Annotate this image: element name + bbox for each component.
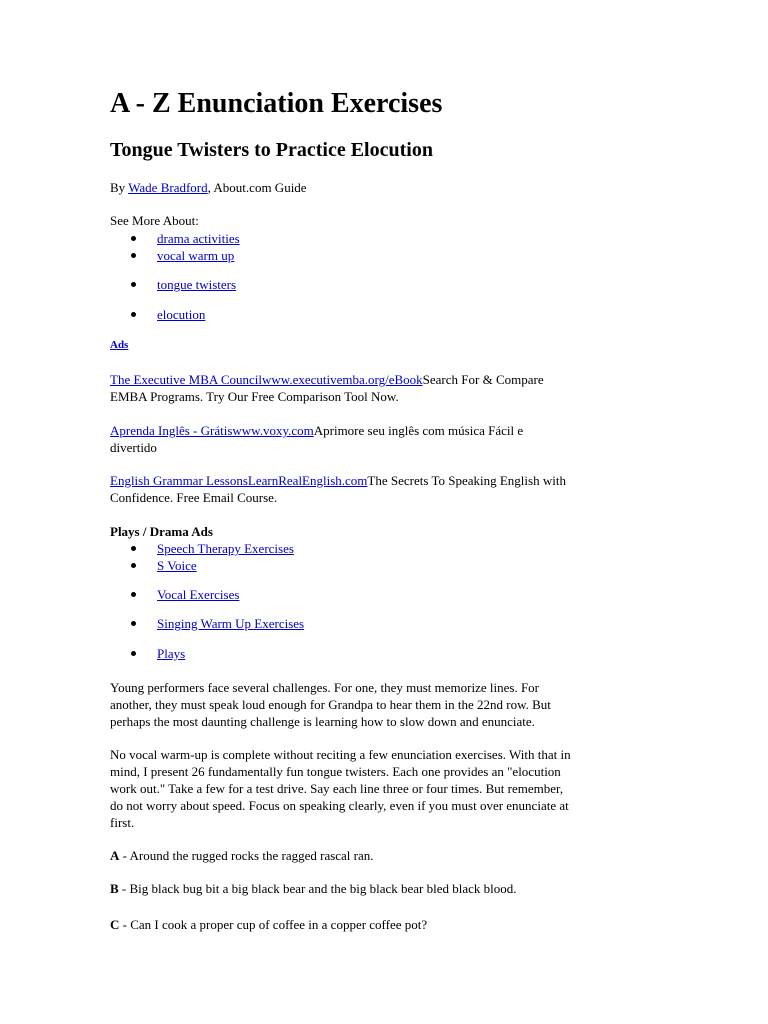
ad-item — [110, 472, 566, 489]
page-title: A - Z Enunciation Exercises — [110, 88, 443, 119]
ads-label-link[interactable]: Ads — [110, 339, 129, 351]
tongue-twister — [110, 880, 517, 897]
paragraph-line: another, they must speak loud enough for Grandpa to hear them in the 22nd row. But — [110, 697, 551, 712]
twister-text: - Around the rugged rocks the ragged rascal ran. — [119, 848, 374, 863]
drama-ad-link-singing-warm-up[interactable]: Singing Warm Up Exercises — [157, 616, 305, 631]
ad-link[interactable]: The Executive MBA Councilwww.executivemba.org/eBook — [110, 372, 423, 387]
drama-ad-link-plays[interactable]: Plays — [157, 646, 186, 661]
bullet-icon — [131, 236, 136, 241]
twister-letter: A — [110, 848, 120, 863]
ad-text: Aprimore seu inglês com música Fácil e — [313, 423, 524, 438]
drama-ad-link-speech-therapy[interactable]: Speech Therapy Exercises — [157, 541, 294, 556]
paragraph-line: No vocal warm-up is complete without reciting a few enunciation exercises. With that in — [110, 747, 571, 762]
ad-text-continued: divertido — [110, 440, 157, 455]
twister-text: - Big black bug bit a big black bear and the big black bear bled black blood. — [118, 881, 517, 896]
twister-letter: C — [110, 917, 120, 932]
ad-text: Search For & Compare — [422, 372, 544, 387]
drama-ads-label: Plays / Drama Ads — [110, 524, 213, 539]
ad-link[interactable]: English Grammar LessonsLearnRealEnglish.com — [110, 473, 368, 488]
ad-text-continued: Confidence. Free Email Course. — [110, 490, 278, 505]
page-subtitle: Tongue Twisters to Practice Elocution — [110, 139, 433, 161]
bullet-icon — [131, 563, 136, 568]
bullet-icon — [131, 312, 136, 317]
drama-ad-link-s-voice[interactable]: S Voice — [157, 558, 197, 573]
bullet-icon — [131, 253, 136, 258]
see-more-link-vocal-warm-up[interactable]: vocal warm up — [157, 248, 235, 263]
bullet-icon — [131, 651, 136, 656]
author-link[interactable]: Wade Bradford — [128, 180, 208, 195]
ad-text: The Secrets To Speaking English with — [367, 473, 566, 488]
see-more-label: See More About: — [110, 213, 199, 228]
drama-ad-link-vocal-exercises[interactable]: Vocal Exercises — [157, 587, 240, 602]
paragraph-line: work out." Take a few for a test drive. Say each line three or four times. But remember, — [110, 781, 564, 796]
see-more-link-tongue-twisters[interactable]: tongue twisters — [157, 277, 237, 292]
ad-item — [110, 371, 544, 388]
tongue-twister — [110, 916, 427, 933]
ad-item — [110, 422, 523, 439]
bullet-icon — [131, 546, 136, 551]
paragraph-line: Young performers face several challenges. For one, they must memorize lines. For — [110, 680, 540, 695]
byline-suffix: , About.com Guide — [207, 180, 307, 195]
twister-text: - Can I cook a proper cup of coffee in a copper coffee pot? — [119, 917, 428, 932]
byline — [110, 179, 307, 196]
ad-link[interactable]: Aprenda Inglês - Grátiswww.voxy.com — [110, 423, 314, 438]
see-more-link-elocution[interactable]: elocution — [157, 307, 206, 322]
twister-letter: B — [110, 881, 119, 896]
ad-text-continued: EMBA Programs. Try Our Free Comparison Tool Now. — [110, 389, 399, 404]
bullet-icon — [131, 621, 136, 626]
paragraph-line: mind, I present 26 fundamentally fun tongue twisters. Each one provides an "elocution — [110, 764, 561, 779]
paragraph-line: first. — [110, 815, 135, 830]
see-more-link-drama-activities[interactable]: drama activities — [157, 231, 240, 246]
bullet-icon — [131, 282, 136, 287]
tongue-twister — [110, 847, 374, 864]
paragraph-line: do not worry about speed. Focus on speaking clearly, even if you must over enunciate at — [110, 798, 569, 813]
paragraph-line: perhaps the most daunting challenge is learning how to slow down and enunciate. — [110, 714, 535, 729]
bullet-icon — [131, 592, 136, 597]
byline-prefix: By — [110, 180, 129, 195]
